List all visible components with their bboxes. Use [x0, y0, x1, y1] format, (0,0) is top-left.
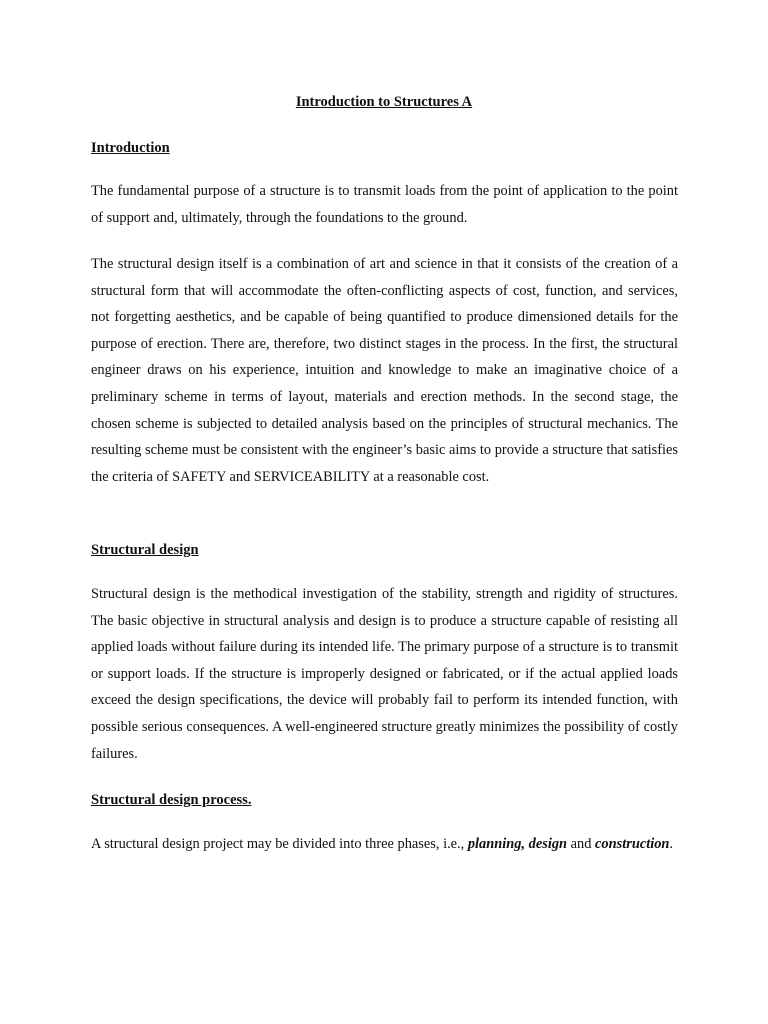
- phase-planning: planning,: [467, 836, 526, 852]
- phases-end-punctuation: .: [669, 836, 674, 852]
- paragraph-design-art-science: The structural design itself is a combination of art and science in that it consists of the creation of a structural form that will accommodate the often-conflicting aspects of cost, function, and services, not forgetting aesthetics, and be capable of being quantified to produce dimensioned details for the purpose of erection. There are, therefore, two distinct stages in the process. In the first, the structural engineer draws on his experience, intuition and knowledge to make an imaginative choice of a preliminary scheme in terms of layout, materials and erection methods. In the second stage, the chosen scheme is subjected to detailed analysis based on the principles of structural mechanics. The resulting scheme must be consistent with the engineer’s basic aims to provide a structure that satisfies the criteria of SAFETY and SERVICEABILITY at a reasonable cost.: [91, 256, 678, 485]
- phase-design: design: [528, 836, 568, 852]
- paragraph-design-phases: [91, 831, 678, 858]
- paragraph-structural-design: Structural design is the methodical investigation of the stability, strength and rigidity of structures. The basic objective in structural analysis and design is to produce a structure capable of resisting all applied loads without failure during its intended life. The primary purpose of a structure is to transmit or support loads. If the structure is improperly designed or fabricated, or if the actual applied loads exceed the design specifications, the device will probably fail to perform its intended function, with possible serious consequences. A well-engineered structure greatly minimizes the possibility of costly failures.: [91, 586, 678, 762]
- phases-connector: and: [567, 836, 596, 852]
- section-heading-introduction: Introduction: [91, 140, 170, 156]
- section-heading-design-process: Structural design process.: [91, 792, 252, 808]
- paragraph-purpose: The fundamental purpose of a structure is to transmit loads from the point of application to the point of support and, ultimately, through the foundations to the ground.: [91, 183, 678, 226]
- phases-lead-text: A structural design project may be divided into three phases, i.e.,: [91, 836, 468, 852]
- phase-construction: construction: [595, 836, 670, 852]
- document-title: Introduction to Structures A: [295, 94, 473, 110]
- section-heading-structural-design: Structural design: [91, 542, 199, 558]
